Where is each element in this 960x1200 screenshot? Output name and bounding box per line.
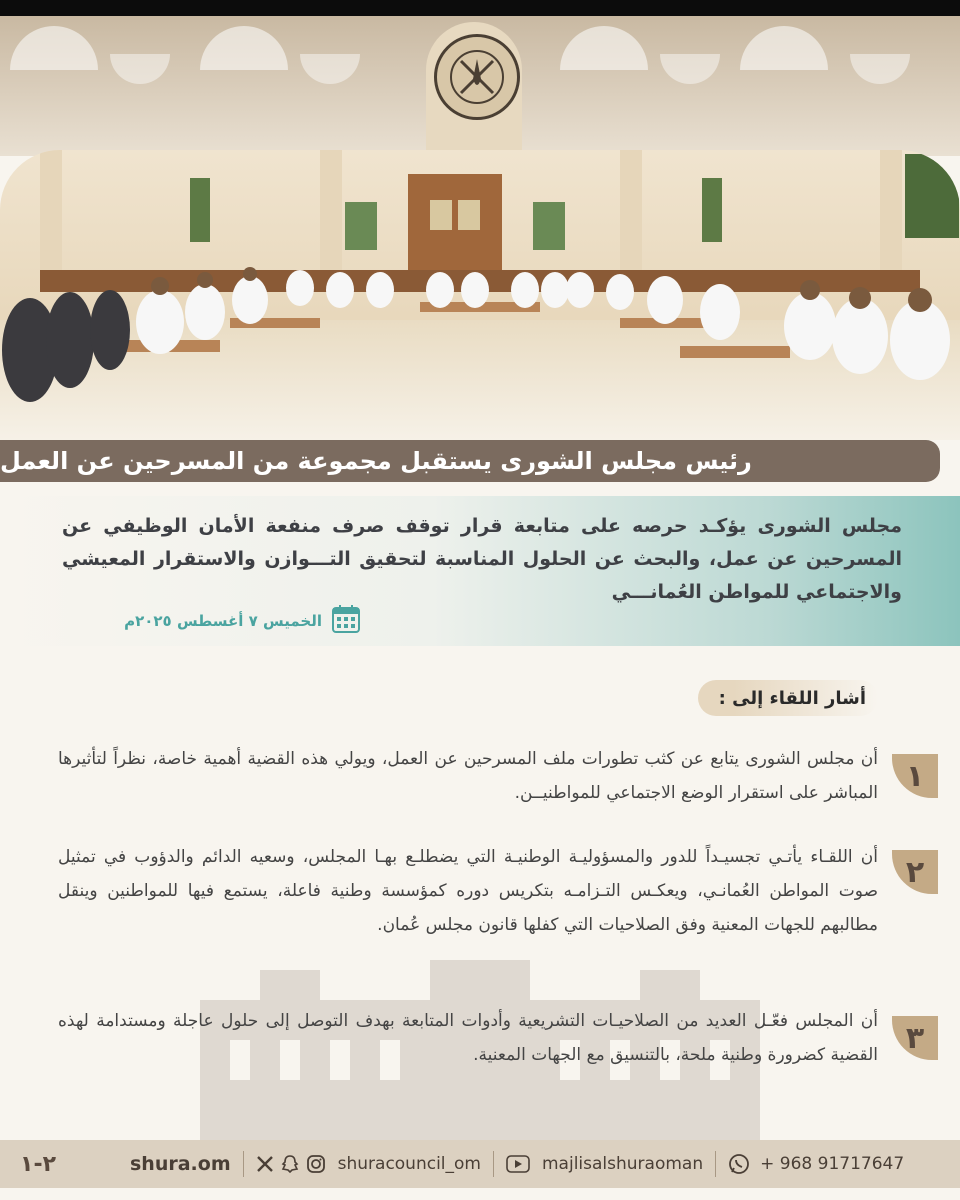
- youtube-handle[interactable]: majlisalshuraoman: [542, 1154, 704, 1174]
- khanjar-icon: [447, 47, 507, 107]
- subheading-text: مجلس الشورى يؤكـد حرصه على متابعة قرار توقف صرف منفعة الأمان الوظيفي عن المسرحين عن عمل، والبحث عن الحلول المناسبة لتحقيق التـــوازن والاستقرار المعيشي والاجتماعي للمواطن العُمانـــي: [62, 515, 902, 603]
- point-2-text: أن اللقـاء يأتـي تجسيـداً للدور والمسؤوليـة الوطنيـة التي يضطلـع بهـا المجلس، وسعيه الدائم والدؤوب في تمثيل صوت المواطن العُمانـي، ويعكـس التـزامـه بتكريس دوره كمؤسسة وطنية فاعلة، يستمع فيها للمواطنين وينقل مطالبهم للجهات المعنية وفق الصلاحيات التي كفلها قانون مجلس عُمان.: [58, 847, 878, 935]
- divider: [715, 1151, 716, 1177]
- point-number-2: ٢: [892, 850, 938, 894]
- social-handle[interactable]: shuracouncil_om: [337, 1154, 481, 1174]
- whatsapp-icon[interactable]: [728, 1153, 750, 1175]
- website-link[interactable]: shura.om: [130, 1153, 231, 1175]
- instagram-icon[interactable]: [306, 1154, 326, 1174]
- top-black-bar: [0, 0, 960, 16]
- shura-council-emblem: [434, 34, 520, 120]
- date-row: [124, 606, 360, 636]
- calendar-icon: [332, 604, 360, 638]
- point-number-3: ٣: [892, 1016, 938, 1060]
- youtube-icon[interactable]: [506, 1155, 530, 1173]
- page-title: رئيس مجلس الشورى يستقبل مجموعة من المسرحين عن العمل: [0, 440, 940, 482]
- bottom-margin: [0, 1188, 960, 1200]
- section-label: أشار اللقاء إلى :: [698, 680, 878, 716]
- point-3-text: أن المجلس فعّـل العديد من الصلاحيـات التشريعية وأدوات المتابعة بهدف التوصل إلى حلول عاجلة ومستدامة لهذه القضية كضرورة وطنية ملحة، بالتنسيق مع الجهات المعنية.: [58, 1011, 878, 1065]
- footer-bar: [0, 1140, 960, 1188]
- point-1-text: أن مجلس الشورى يتابع عن كثب تطورات ملف المسرحين عن العمل، ويولي هذه القضية أهمية خاصة، نظراً لتأثيرها المباشر على استقرار الوضع الاجتماعي للمواطنيــن.: [58, 749, 878, 803]
- x-twitter-icon[interactable]: [256, 1155, 274, 1173]
- divider: [243, 1151, 244, 1177]
- meeting-photo: [0, 150, 960, 440]
- date-text: الخميس ٧ أغسطس ٢٠٢٥م: [124, 612, 322, 630]
- whatsapp-number[interactable]: + 968 91717647: [760, 1154, 905, 1174]
- snapchat-icon[interactable]: [280, 1154, 300, 1174]
- page-number: ٢-١: [20, 1151, 57, 1177]
- divider: [493, 1151, 494, 1177]
- point-number-1: ١: [892, 754, 938, 798]
